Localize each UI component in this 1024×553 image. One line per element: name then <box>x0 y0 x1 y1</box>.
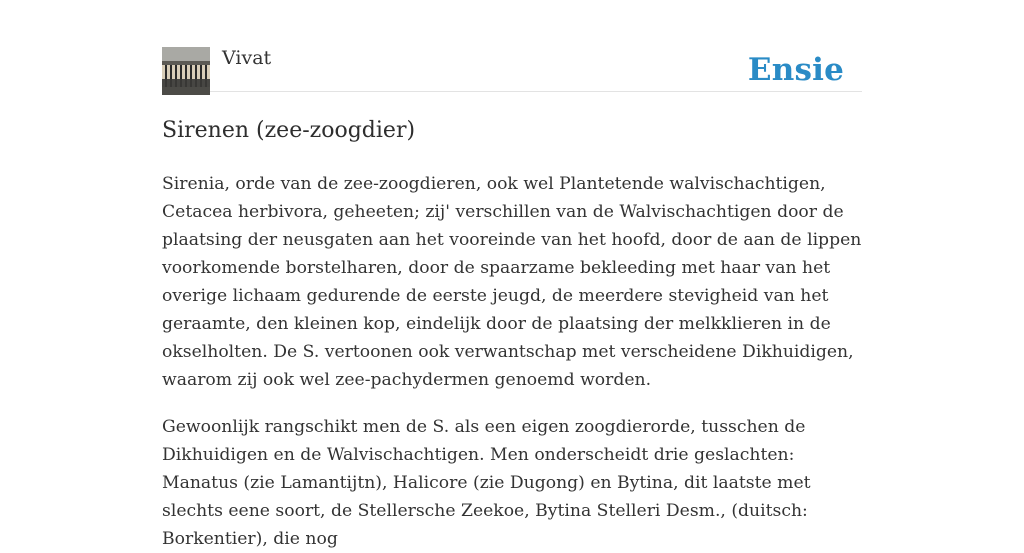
author-avatar[interactable] <box>162 47 210 95</box>
article-paragraph: Gewoonlijk rangschikt men de S. als een eigen zoogdierorde, tusschen de Dikhuidigen en de Walvischachtigen. Men onderscheidt drie geslachten: Manatus (zie Lamantijtn), Halicore (zie Dugong) en Bytina, dit laatste met slechts eene soort, de Stellersche Zeekoe, Bytina Stelleri Desm., (duitsch: Borkentier), die nog <box>162 417 811 549</box>
article-paragraph: Sirenia, orde van de zee-zoogdieren, ook wel Plantetende walvischachtigen, Cetacea herbivora, geheeten; zij' verschillen van de Walvischachtigen door de plaatsing der neusgaten aan het vooreinde van het hoofd, door de aan de lippen voorkomende borstelharen, door de spaarzame bekleeding met haar van het overige lichaam gedurende de eerste jeugd, de meerdere stevigheid van het geraamte, den kleinen kop, eindelijk door de plaatsing der melkklieren in de okselholten. De S. vertoonen ook verwantschap met verscheidene Dikhuidigen, waarom zij ook wel zee-pachydermen genoemd worden. <box>162 174 862 390</box>
article-page <box>162 0 862 549</box>
bookshelf-avatar-icon <box>162 47 210 95</box>
author-name[interactable]: Vivat <box>222 47 272 69</box>
article-title: Sirenen (zee-zoogdier) <box>162 118 416 143</box>
brand-logo[interactable]: Ensie <box>747 52 844 88</box>
header <box>162 0 862 92</box>
